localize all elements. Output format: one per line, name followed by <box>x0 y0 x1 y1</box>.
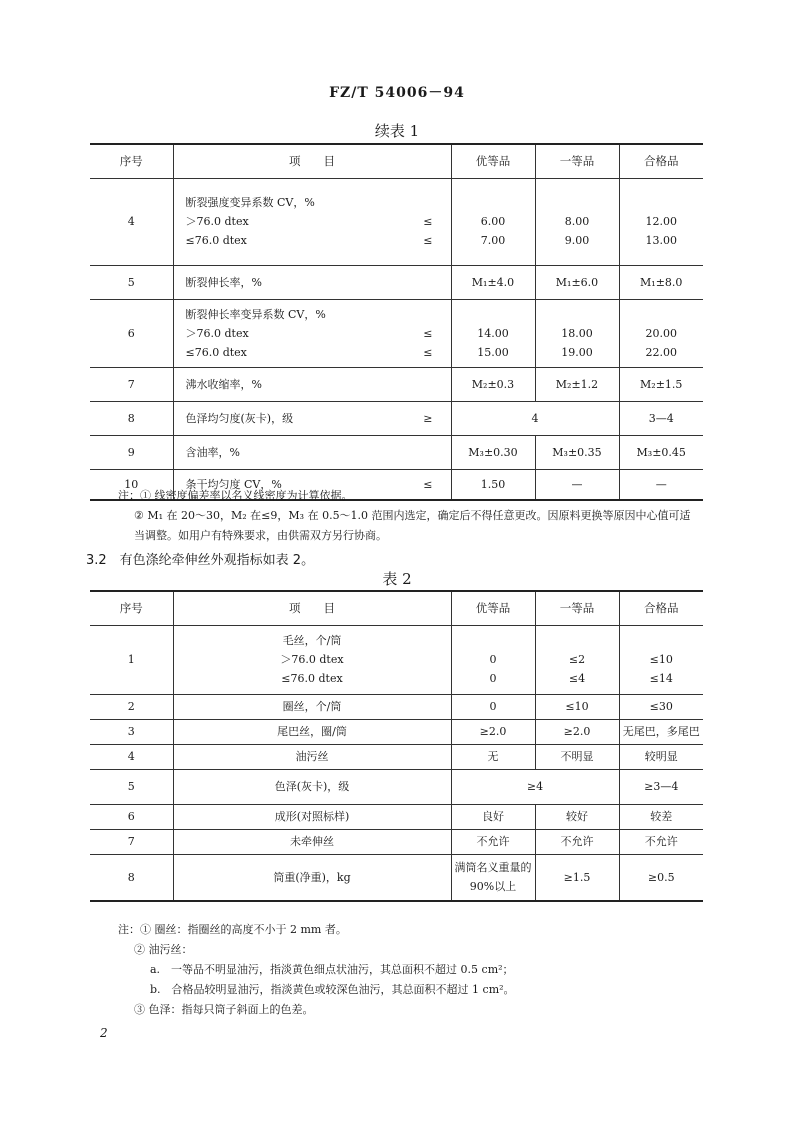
item-cell <box>173 694 451 719</box>
table-row <box>90 769 703 804</box>
merged-value <box>451 769 619 804</box>
superior-value <box>451 265 535 299</box>
value-line: M₃±0.35 <box>552 445 602 459</box>
header-item: 项 目 <box>173 144 451 178</box>
item-cell <box>173 367 451 401</box>
item-text: 断裂伸长率，% <box>185 275 262 289</box>
row-number: 6 <box>127 326 135 340</box>
header-superior: 优等品 <box>451 591 535 625</box>
value-line: M₂±0.3 <box>471 377 515 391</box>
header-first: 一等品 <box>535 144 619 178</box>
value-line: M₃±0.45 <box>636 445 686 459</box>
table-row <box>90 401 703 435</box>
superior-value <box>451 804 535 829</box>
item-cell <box>173 265 451 299</box>
item-text: 条干均匀度 CV，% <box>185 477 282 491</box>
value-line: 较好 <box>566 810 588 823</box>
item-cell <box>173 769 451 804</box>
superior-value: 满筒名义重量的 90%以上 <box>451 854 535 901</box>
item-text: 沸水收缩率，% <box>185 377 262 391</box>
item-text: 成形(对照标样) <box>274 810 350 823</box>
table1-note-1: 注：① 线密度偏差率以名义线密度为计算依据。 <box>118 489 353 502</box>
limit-symbol: ≥ <box>423 411 433 425</box>
qualified-value <box>619 401 703 435</box>
qualified-value <box>619 854 703 901</box>
item-cell <box>173 829 451 854</box>
value-line: 13.00 <box>645 234 677 247</box>
item-line <box>186 409 451 428</box>
first-grade-value <box>535 367 619 401</box>
value-line: ≤14 <box>649 672 673 685</box>
item-line <box>186 343 451 362</box>
row-number: 7 <box>127 835 135 848</box>
value-line: ≥0.5 <box>647 870 675 884</box>
item-text: ≤76.0 dtex <box>281 672 343 685</box>
value-line <box>536 305 619 324</box>
qualified-value <box>619 469 703 500</box>
value-line: 不允许 <box>560 835 594 848</box>
value-line: ≤10 <box>649 653 673 666</box>
qualified-value <box>619 769 703 804</box>
table-row <box>90 694 703 719</box>
value-line: 较明显 <box>644 750 678 763</box>
qualified-value <box>619 744 703 769</box>
value-line: 12.00 <box>645 215 677 228</box>
row-number: 4 <box>127 750 135 763</box>
value-line: ≥3—4 <box>644 780 679 793</box>
value-line <box>452 193 535 212</box>
value-line: M₂±1.2 <box>555 377 599 391</box>
qualified-value <box>619 299 703 367</box>
value-line <box>536 193 619 212</box>
superior-value <box>451 829 535 854</box>
table-row <box>90 435 703 469</box>
table1 <box>90 143 703 501</box>
superior-value <box>451 719 535 744</box>
table1-note-3: 当调整。如用户有特殊要求，由供需双方另行协商。 <box>134 529 387 542</box>
item-line <box>174 832 451 851</box>
value-line: 4 <box>531 411 539 425</box>
qualified-value <box>619 829 703 854</box>
value-line: 1.50 <box>480 477 506 491</box>
value-line: ≤30 <box>649 700 673 713</box>
value-line: 22.00 <box>645 345 677 359</box>
value-line: 19.00 <box>561 345 593 359</box>
item-line <box>174 650 451 669</box>
row-number: 4 <box>127 215 135 228</box>
header-item: 项 目 <box>173 591 451 625</box>
item-text: 断裂伸长率变异系数 CV，% <box>185 307 326 321</box>
row-number: 5 <box>127 780 135 793</box>
value-line: 不允许 <box>644 835 678 848</box>
item-line <box>186 324 451 343</box>
item-line <box>186 443 451 462</box>
value-line: M₁±4.0 <box>471 275 515 289</box>
item-text: 断裂强度变异系数 CV，% <box>185 196 315 209</box>
item-text: 圈丝，个/筒 <box>282 700 342 713</box>
item-text: 毛丝，个/筒 <box>282 634 342 647</box>
item-line <box>186 231 451 250</box>
value-line <box>452 631 535 650</box>
table-row <box>90 744 703 769</box>
item-cell <box>173 299 451 367</box>
item-text: 未牵伸丝 <box>290 835 334 848</box>
superior-value <box>451 367 535 401</box>
superior-value <box>451 435 535 469</box>
value-line: 无尾巴，多尾巴 <box>622 725 700 738</box>
value-line: 9.00 <box>564 234 590 247</box>
superior-value <box>451 469 535 500</box>
qualified-value <box>619 367 703 401</box>
item-line <box>186 273 451 292</box>
limit-symbol: ≤ <box>423 477 433 491</box>
value-line: ≤4 <box>568 672 586 685</box>
table-row <box>90 367 703 401</box>
table2-note-4: b. 合格品较明显油污，指淡黄色或较深色油污，其总面积不超过 1 cm²。 <box>150 983 515 996</box>
qualified-value <box>619 719 703 744</box>
item-cell <box>173 719 451 744</box>
value-line: ≥1.5 <box>563 870 591 884</box>
first-grade-value <box>535 719 619 744</box>
table-row <box>90 804 703 829</box>
value-line: 3—4 <box>648 411 674 425</box>
item-cell <box>173 178 451 265</box>
qualified-value <box>619 178 703 265</box>
header-qualified: 合格品 <box>619 144 703 178</box>
value-line <box>536 631 619 650</box>
value-line: 不允许 <box>476 835 510 848</box>
row-number: 5 <box>127 275 135 289</box>
item-line <box>174 697 451 716</box>
value-line <box>452 305 535 324</box>
value-line: 0 <box>489 653 497 666</box>
header-first: 一等品 <box>535 591 619 625</box>
row-number: 6 <box>127 810 135 823</box>
item-text: ＞76.0 dtex <box>185 215 249 228</box>
value-line: M₁±6.0 <box>555 275 599 289</box>
table2-note-1: 注：① 圈丝：指圈丝的高度不小于 2 mm 者。 <box>118 923 347 936</box>
limit-symbol: ≤ <box>423 345 433 359</box>
superior-value <box>451 178 535 265</box>
value-line: 0 <box>489 700 497 713</box>
row-number: 9 <box>127 445 135 459</box>
table1-caption: 续表 1 <box>374 122 420 140</box>
row-number: 7 <box>127 377 135 391</box>
table2-note-5: ③ 色泽：指每只筒子斜面上的色差。 <box>134 1003 314 1016</box>
value-line: M₃±0.30 <box>468 445 518 459</box>
item-cell <box>173 744 451 769</box>
row-number: 3 <box>127 725 135 738</box>
first-grade-value <box>535 299 619 367</box>
table-row <box>90 829 703 854</box>
page-number: 2 <box>100 1026 108 1040</box>
value-line: M₁±8.0 <box>640 275 683 289</box>
value-line: 8.00 <box>564 215 590 228</box>
row-number: 8 <box>127 870 135 884</box>
value-line: 6.00 <box>480 215 506 228</box>
item-line <box>174 777 451 796</box>
item-cell <box>173 854 451 901</box>
item-line <box>186 193 451 212</box>
row-number: 8 <box>127 411 135 425</box>
table-row <box>90 178 703 265</box>
value-line: ≥4 <box>526 780 544 793</box>
item-text: 尾巴丝，圈/筒 <box>277 725 347 738</box>
item-text: 色泽均匀度(灰卡)，级 <box>185 411 294 425</box>
item-cell <box>173 401 451 435</box>
merged-value <box>451 401 619 435</box>
item-text: ＞76.0 dtex <box>280 653 344 666</box>
table-row <box>90 625 703 694</box>
first-grade-value <box>535 694 619 719</box>
item-text: ≤76.0 dtex <box>185 234 247 247</box>
row-number: 2 <box>127 700 135 713</box>
first-grade-value <box>535 829 619 854</box>
value-line: — <box>571 477 583 491</box>
value-line: 良好 <box>482 810 504 823</box>
value-line: 无 <box>487 750 499 763</box>
item-text: 色泽(灰卡)，级 <box>274 780 350 793</box>
value-line: 20.00 <box>645 326 677 340</box>
item-line <box>174 722 451 741</box>
table2-caption: 表 2 <box>382 570 412 588</box>
standard-code: FZ/T 54006－94 <box>329 85 465 101</box>
value-line: M₂±1.5 <box>640 377 683 391</box>
table1-note-2: ② M₁ 在 20～30，M₂ 在≤9，M₃ 在 0.5～1.0 范围内选定，确定后不得任意更改。因原料更换等原因中心值可适 <box>134 509 691 522</box>
item-line <box>174 868 451 887</box>
first-grade-value <box>535 265 619 299</box>
table-row <box>90 265 703 299</box>
qualified-value <box>619 265 703 299</box>
value-line: 不明显 <box>560 750 594 763</box>
superior-value <box>451 694 535 719</box>
item-line <box>174 807 451 826</box>
header-no: 序号 <box>119 154 143 169</box>
superior-value <box>451 299 535 367</box>
limit-symbol: ≤ <box>423 326 433 340</box>
first-grade-value <box>535 469 619 500</box>
value-line: 15.00 <box>477 345 509 359</box>
item-line <box>174 669 451 688</box>
value-line: 18.00 <box>561 326 593 340</box>
value-line: 7.00 <box>480 234 506 247</box>
table-row <box>90 854 703 901</box>
value-line: ≤2 <box>568 653 586 666</box>
item-text: ≤76.0 dtex <box>185 345 247 359</box>
first-grade-value <box>535 178 619 265</box>
table2-note-3: a. 一等品不明显油污，指淡黄色细点状油污，其总面积不超过 0.5 cm²； <box>150 963 514 976</box>
qualified-value <box>619 694 703 719</box>
item-line <box>186 375 451 394</box>
value-line: 较差 <box>650 810 673 823</box>
superior-value <box>451 625 535 694</box>
first-grade-value <box>535 744 619 769</box>
superior-value <box>451 744 535 769</box>
first-grade-value <box>535 435 619 469</box>
item-text: 筒重(净重)，kg <box>273 870 351 884</box>
section-3-2: 3.2 有色涤纶牵伸丝外观指标如表 2。 <box>86 553 315 568</box>
item-text: ＞76.0 dtex <box>185 326 249 340</box>
table-row <box>90 299 703 367</box>
header-no: 序号 <box>119 601 143 616</box>
first-grade-value <box>535 804 619 829</box>
header-superior: 优等品 <box>451 144 535 178</box>
item-line <box>174 747 451 766</box>
value-line: ≥2.0 <box>563 725 591 738</box>
row-number: 1 <box>127 653 135 666</box>
item-text: 油污丝 <box>295 750 329 763</box>
qualified-value <box>619 435 703 469</box>
item-text: 含油率，% <box>185 445 240 459</box>
table-row <box>90 719 703 744</box>
value-line: ≥2.0 <box>479 725 507 738</box>
table2 <box>90 590 703 902</box>
item-line <box>186 305 451 324</box>
value-line: 0 <box>489 672 497 685</box>
item-line <box>186 212 451 231</box>
item-cell <box>173 804 451 829</box>
value-line: — <box>655 477 667 491</box>
item-cell <box>173 435 451 469</box>
item-line <box>174 631 451 650</box>
value-line <box>620 193 704 212</box>
limit-symbol: ≤ <box>423 234 433 247</box>
qualified-value <box>619 625 703 694</box>
value-line: ≤10 <box>565 700 589 713</box>
item-cell <box>173 625 451 694</box>
first-grade-value <box>535 854 619 901</box>
qualified-value <box>619 804 703 829</box>
value-line: 14.00 <box>477 326 509 340</box>
limit-symbol: ≤ <box>423 215 433 228</box>
row-number: 10 <box>124 477 139 491</box>
value-line <box>620 631 704 650</box>
value-line <box>620 305 704 324</box>
first-grade-value <box>535 625 619 694</box>
header-qualified: 合格品 <box>619 591 703 625</box>
table2-note-2: ② 油污丝： <box>134 943 193 956</box>
